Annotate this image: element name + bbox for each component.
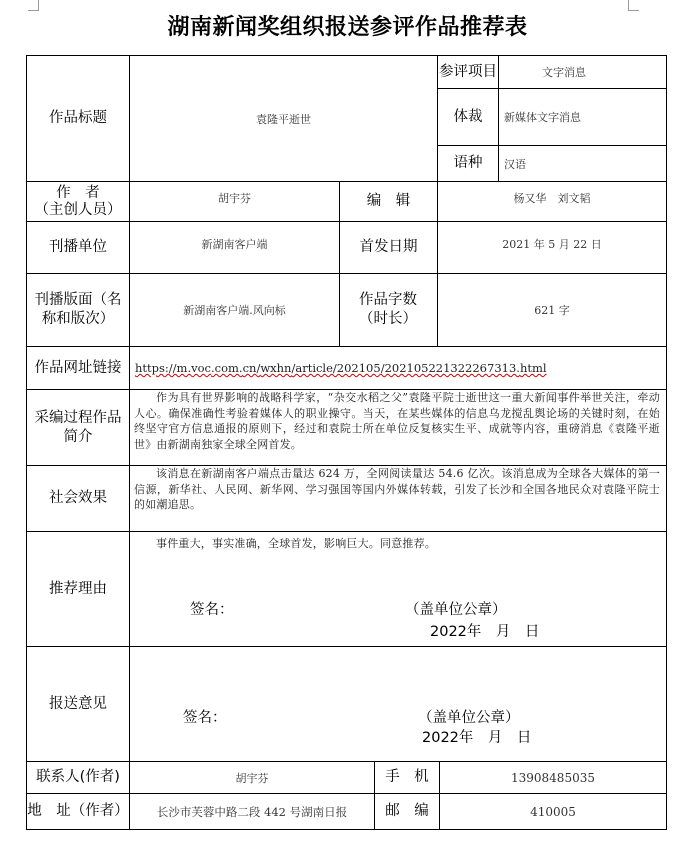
postcode-value: 410005: [530, 804, 576, 819]
url-html: html: [519, 361, 547, 375]
opinion-sign-label: 签名：: [183, 710, 227, 726]
author-label: 作 者 （主创人员）: [34, 184, 122, 218]
publisher-value: 新湖南客户端: [201, 238, 268, 251]
work-url-link[interactable]: [130, 347, 666, 389]
opinion-seal-label: （盖单位公章）: [418, 710, 520, 726]
category-value: 文字消息: [542, 66, 586, 79]
reason-seal-label: （盖单位公章）: [405, 602, 507, 618]
url-voc: voc: [191, 361, 211, 375]
genre-value: 新媒体文字消息: [504, 111, 581, 124]
opinion-label: 报送意见: [49, 695, 107, 712]
editor-value: 杨又华 刘文韬: [513, 192, 591, 205]
publisher-label: 刊播单位: [49, 239, 107, 255]
reason-text: 事件重大，事实准确，全球首发，影响巨大。同意推荐。: [156, 537, 436, 550]
language-label: 语种: [453, 155, 483, 171]
effect-text: 该消息在新湖南客户端点击量达 624 万，全网阅读量达 54.6 亿次。该消息成为全球各大媒体的第一信源，新华社、人民网、新华网、学习强国等国内外媒体转载，引发了长沙和全国各地民众对袁隆平院士的如潮追思。: [134, 467, 660, 511]
phone-value: 13908485035: [511, 770, 595, 785]
url-slash: /: [256, 361, 261, 375]
contact-label: 联系人(作者): [36, 769, 120, 785]
grid-line: [26, 829, 667, 830]
work-title-label: 作品标题: [49, 110, 107, 126]
first-date-label: 首发日期: [359, 239, 418, 255]
url-mid: .com.: [210, 361, 243, 375]
first-date-value: 2021 年 5 月 22 日: [502, 238, 602, 251]
process-text: 作为具有世界影响的战略科学家，“杂交水稻之父”袁隆平院士逝世这一重大新闻事件举世关注，牵动人心。确保准确性考验着媒体人的职业操守。当天，在某些媒体的信息乌龙搅乱舆论场的关键时刻，在始终坚守官方信息通报的原则下，经过和袁院士所在单位反复核实生平、成就等内容，重磅消息《袁隆平逝世》由新湖南独家全球全网首发。: [134, 391, 660, 451]
contact-value: 胡宇芬: [235, 771, 269, 785]
url-label: 作品网址链接: [34, 359, 122, 376]
opinion-date-line: 2022年 月 日: [422, 730, 532, 746]
word-count-value: 621 字: [534, 304, 570, 317]
editor-label: 编 辑: [366, 193, 411, 209]
reason-sign-label: 签名：: [190, 602, 234, 618]
url-rest: /article/202105/20210522132226731: [291, 361, 509, 375]
url-cn: cn: [242, 361, 257, 375]
page-title: 湖南新闻奖组织报送参评作品推荐表: [167, 14, 528, 40]
address-value: 长沙市芙蓉中路二段 442 号湖南日报: [156, 804, 348, 819]
url-wxhn: wxhn: [260, 361, 292, 375]
author-value: 胡宇芬: [218, 192, 251, 205]
layout-value: 新湖南客户端.风向标: [183, 304, 286, 317]
work-title-value: 袁隆平逝世: [256, 112, 311, 126]
address-label: 地 址（作者）: [27, 803, 129, 819]
reason-date-line: 2022年 月 日: [430, 624, 540, 640]
postcode-label: 邮 编: [385, 803, 429, 819]
url-dot: 3.: [508, 361, 520, 375]
language-value: 汉语: [504, 157, 526, 171]
url-prefix: https://m.: [135, 361, 192, 375]
effect-label: 社会效果: [49, 490, 107, 506]
process-label: 采编过程作品简介: [34, 409, 122, 445]
phone-label: 手 机: [385, 769, 429, 785]
genre-label: 体裁: [453, 108, 483, 125]
layout-label: 刊播版面（名称和版次）: [34, 292, 122, 327]
category-label: 参评项目: [439, 63, 497, 80]
word-count-label: 作品字数（时长）: [359, 292, 417, 327]
reason-label: 推荐理由: [49, 580, 107, 597]
table-border-right: [666, 55, 667, 829]
